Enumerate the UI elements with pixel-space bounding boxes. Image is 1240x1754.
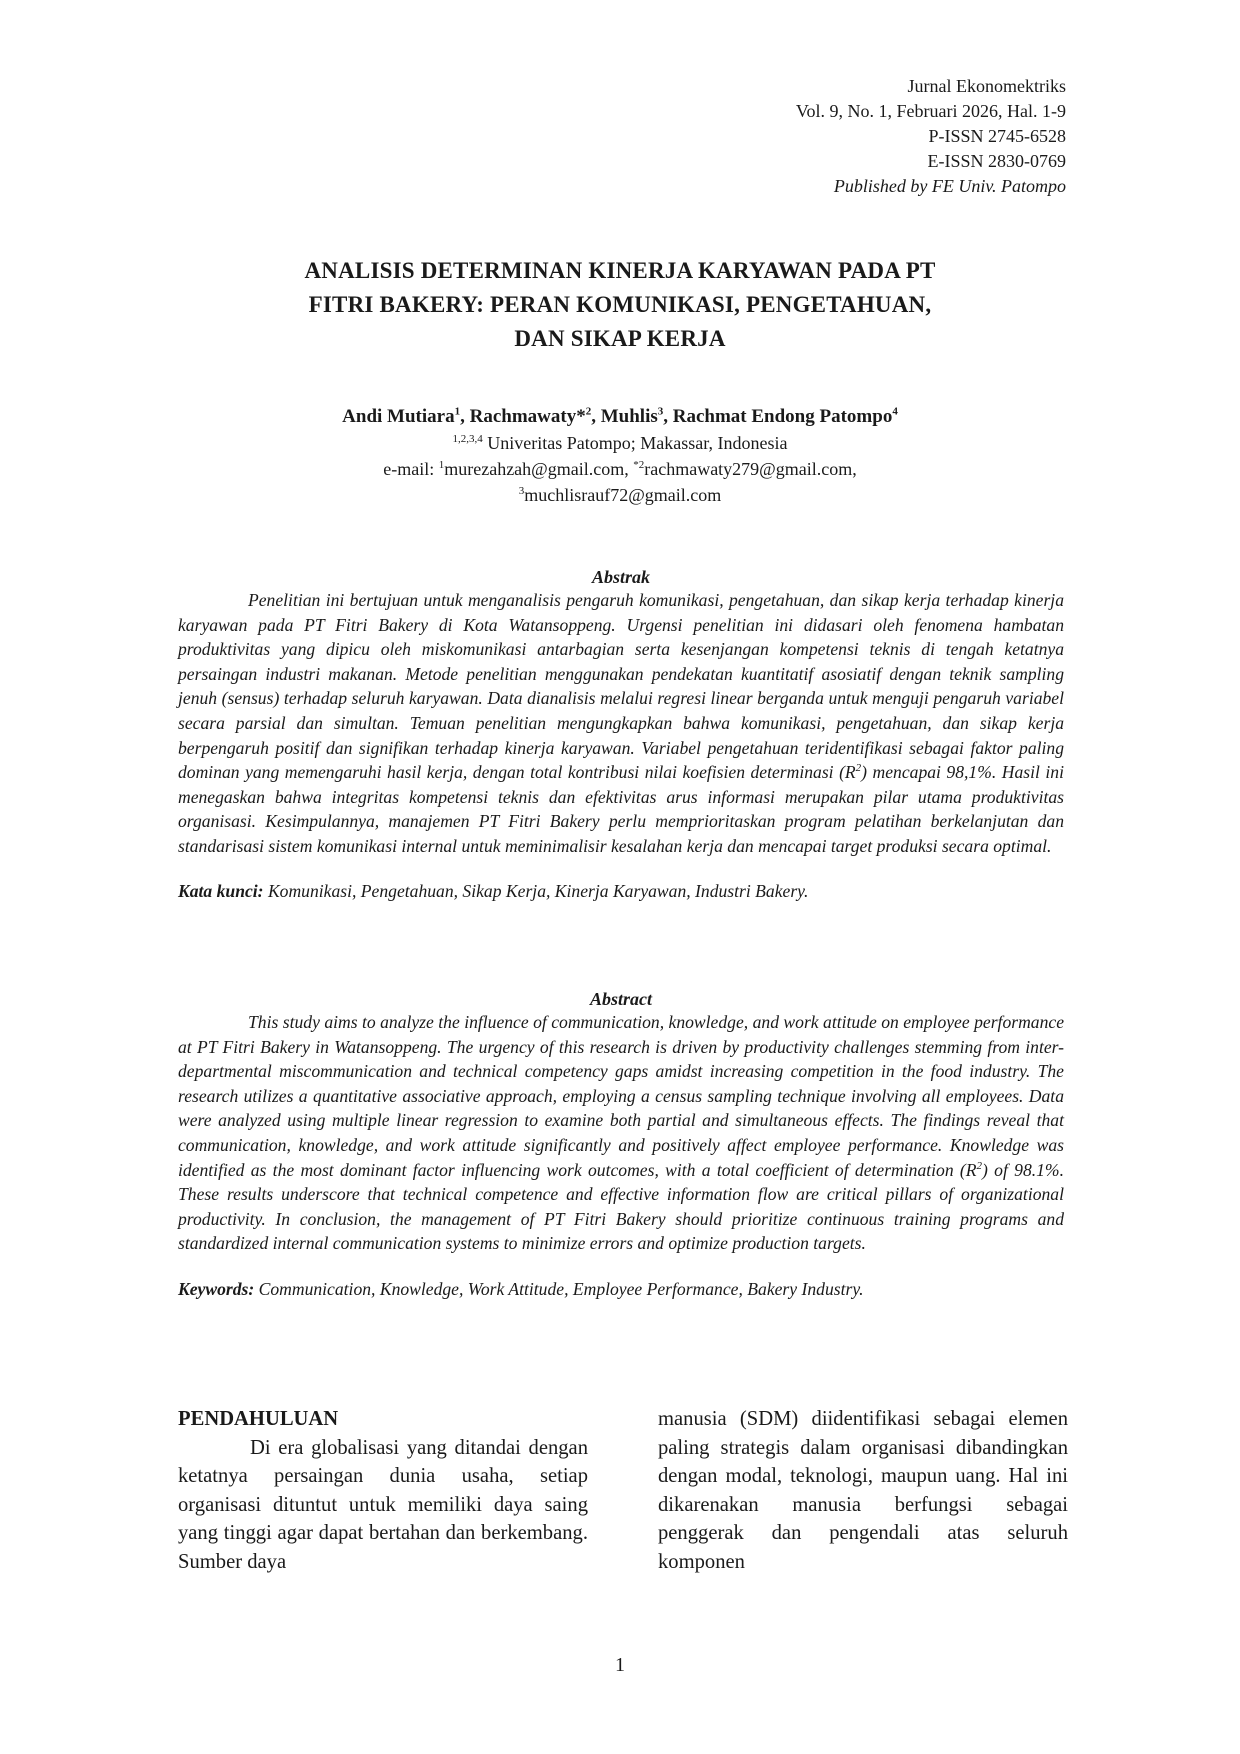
affiliation-sup: 1,2,3,4 xyxy=(452,433,483,445)
kata-kunci-text: Komunikasi, Pengetahuan, Sikap Kerja, Kinerja Karyawan, Industri Bakery. xyxy=(263,880,809,901)
author-1: Andi Mutiara xyxy=(342,406,455,427)
author-block xyxy=(180,404,1060,508)
section-heading-pendahuluan: PENDAHULUAN xyxy=(178,1408,339,1430)
keywords-text: Communication, Knowledge, Work Attitude, Employee Performance, Bakery Industry. xyxy=(254,1278,864,1299)
email-line xyxy=(180,456,1060,482)
abstract-text-part-1: This study aims to analyze the influence of communication, knowledge, and work attitude on employee performance at PT Fitri Bakery in Watansoppeng. The urgency of this research is driven by productivity challenges stemming from inter-departmental miscommunication and technical competency gaps amidst increasing competition in the food industry. The research utilizes a quantitative associative approach, employing a census sampling technique involving all employees. Data were analyzed using multiple linear regression to examine both partial and simultaneous effects. The findings reveal that communication, knowledge, and work attitude significantly and positively affect employee performance. Knowledge was identified as the most dominant factor influencing work outcomes, with a total coefficient of determination (R xyxy=(178,1012,1064,1180)
author-4: Rachmat Endong Patompo xyxy=(672,406,893,427)
abstrak-r2-sup: 2 xyxy=(855,762,862,775)
intro-right-column xyxy=(658,1405,1068,1576)
author-3: Muhlis xyxy=(600,406,658,427)
email-1-sup: 1 xyxy=(438,459,445,471)
author-4-sup: 4 xyxy=(892,405,898,418)
abstrak-text-part-1: Penelitian ini bertujuan untuk menganalisis pengaruh komunikasi, pengetahuan, dan sikap kerja terhadap kinerja karyawan pada PT Fitri Bakery di Kota Watansoppeng. Urgensi penelitian ini didasari oleh fenomena hambatan produktivitas yang dipicu oleh miskomunikasi antarbagian serta kesenjangan kompetensi teknis di tengah ketatnya persaingan industri makanan. Metode penelitian menggunakan pendekatan kuantitatif asosiatif dengan teknik sampling jenuh (sensus) terhadap seluruh karyawan. Data dianalisis melalui regresi linear berganda untuk menguji pengaruh variabel secara parsial dan simultan. Temuan penelitian mengungkapkan bahwa komunikasi, pengetahuan, dan sikap kerja berpengaruh positif dan signifikan terhadap kinerja karyawan. Variabel pengetahuan teridentifikasi sebagai faktor paling dominan yang memengaruhi hasil kerja, dengan total kontribusi nilai koefisien determinasi (R xyxy=(178,590,1064,783)
intro-left-column xyxy=(178,1405,588,1576)
journal-eissn: E-ISSN 2830-0769 xyxy=(927,151,1066,171)
abstrak-text xyxy=(178,588,1064,859)
abstrak-text-part-2: ) mencapai 98,1%. Hasil ini menegaskan bahwa integritas kompetensi teknis dan efektivitas arus informasi merupakan pilar utama produktivitas organisasi. Kesimpulannya, manajemen PT Fitri Bakery perlu memprioritaskan program pelatihan berkelanjutan dan standarisasi sistem komunikasi internal untuk meminimalisir kesalahan kerja dan mencapai target produksi secara optimal. xyxy=(178,762,1064,856)
email-line-2 xyxy=(180,482,1060,508)
abstract-text-part-2: ) of 98.1%. These results underscore that technical competence and effective information flow are critical pillars of organizational productivity. In conclusion, the management of PT Fitri Bakery should prioritize continuous training programs and standardized internal communication systems to minimize errors and optimize production targets. xyxy=(178,1159,1064,1254)
paper-title xyxy=(180,254,1060,356)
email-2-sup: *2 xyxy=(633,459,645,471)
abstract-text xyxy=(178,1010,1064,1256)
author-3-sup: 3 xyxy=(657,405,664,418)
title-line-2: FITRI BAKERY: PERAN KOMUNIKASI, PENGETAHUAN, xyxy=(308,292,932,317)
email-label: e-mail: xyxy=(383,459,439,479)
email-1[interactable]: murezahzah@gmail.com, xyxy=(444,459,634,479)
keywords xyxy=(178,1277,1064,1301)
author-2: Rachmawaty* xyxy=(469,406,586,427)
abstrak-section xyxy=(178,566,1064,903)
abstract-r2-sup: 2 xyxy=(976,1159,983,1172)
abstract-section xyxy=(178,988,1064,1301)
email-3-sup: 3 xyxy=(518,485,525,497)
keywords-label: Keywords: xyxy=(178,1278,255,1299)
abstrak-heading: Abstrak xyxy=(591,567,651,587)
title-line-1: ANALISIS DETERMINAN KINERJA KARYAWAN PADA PT xyxy=(304,258,936,283)
journal-name: Jurnal Ekonomektriks xyxy=(907,76,1066,96)
intro-right-text: manusia (SDM) diidentifikasi sebagai elemen paling strategis dalam organisasi dibandingkan dengan modal, teknologi, maupun uang. Hal ini dikarenakan manusia berfungsi sebagai penggerak dan pengendali atas seluruh komponen xyxy=(658,1408,1068,1573)
journal-header xyxy=(796,74,1066,199)
affiliation-text: Univeritas Patompo; Makassar, Indonesia xyxy=(482,433,788,453)
author-names: Andi Mutiara$^1$, Rachmawaty*$^2$, Muhlis$^3$, Rachmat Endong Patompo$^4$ xyxy=(342,405,898,427)
author-1-sup: 1 xyxy=(454,405,461,418)
journal-pissn: P-ISSN 2745-6528 xyxy=(928,126,1066,146)
affiliation xyxy=(180,430,1060,456)
author-2-sup: 2 xyxy=(585,405,592,418)
email-3[interactable]: muchlisrauf72@gmail.com xyxy=(524,485,722,505)
journal-publisher: Published by FE Univ. Patompo xyxy=(833,176,1066,196)
kata-kunci xyxy=(178,879,1064,903)
page-number: 1 xyxy=(615,1654,625,1676)
kata-kunci-label: Kata kunci: xyxy=(178,880,264,901)
abstract-heading: Abstract xyxy=(589,989,652,1009)
title-line-3: DAN SIKAP KERJA xyxy=(514,326,726,351)
intro-left-text: Di era globalisasi yang ditandai dengan ketatnya persaingan dunia usaha, setiap organisasi dituntut untuk memiliki daya saing yang tinggi agar dapat bertahan dan berkembang. Sumber daya xyxy=(178,1436,588,1573)
email-2[interactable]: rachmawaty279@gmail.com, xyxy=(644,459,857,479)
journal-volume: Vol. 9, No. 1, Februari 2026, Hal. 1-9 xyxy=(795,101,1066,121)
